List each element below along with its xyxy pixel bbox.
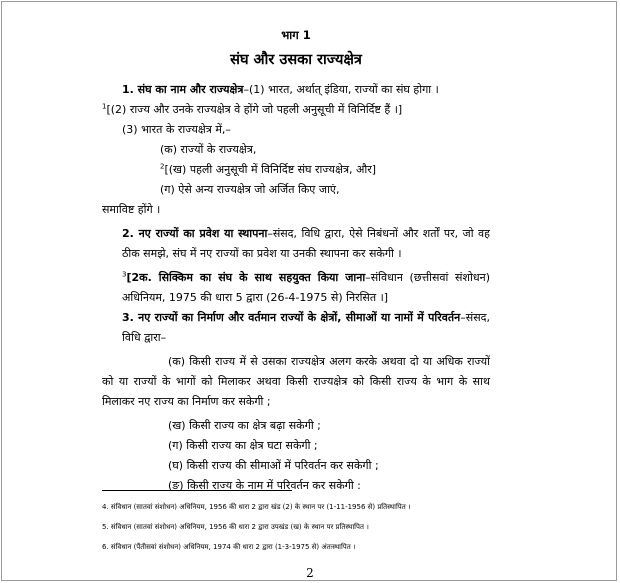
footnote-divider [102,490,292,491]
article-3-item-a: (क) किसी राज्य में से उसका राज्यक्षेत्र अलग करके अथवा दो या अधिक राज्यों को या राज्यों के भागों को मिलाकर अथवा किसी राज्यक्षेत्र को किसी राज्य के भाग के साथ मिलाकर नए राज्य का निर्माण कर सकेगी ; [102,355,490,408]
document-body [102,28,490,496]
article-3-heading: 3. नए राज्यों का निर्माण और वर्तमान राज्यों के क्षेत्रों, सीमाओं या नामों में परिवर्तन [122,311,461,324]
article-1-item-c: (ग) ऐसे अन्य राज्यक्षेत्र जो अर्जित किए जाएं, [160,183,340,196]
article-1-tail: समाविष्ट होंगे । [102,203,161,216]
footnote-marker: 1 [102,102,107,111]
article-3-item-b: (ख) किसी राज्य का क्षेत्र बढ़ा सकेगी ; [168,419,321,432]
article-1-clause-2-text: [(2) राज्य और उनके राज्यक्षेत्र वे होंगे जो पहली अनुसूची में विनिर्दिष्ट हैं ।] [106,103,403,116]
chapter-title: संघ और उसका राज्यक्षेत्र [230,52,362,68]
article-1-item-a: (क) राज्यों के राज्यक्षेत्र, [160,143,257,156]
footnote-marker: 3 [122,270,127,279]
footnote-item: 6. संविधान (पैंतीसवां संशोधन) अधिनियम, 1974 की धारा 2 द्वारा (1-3-1975 से) अंतःस्थापित । [102,543,356,551]
article-2a-paragraph [102,268,490,308]
article-1-item-b-text: [(ख) पहली अनुसूची में विनिर्दिष्ट संघ राज्यक्षेत्र, और] [164,163,377,176]
part-label: भाग 1 [281,28,311,42]
article-2-heading: 2. नए राज्यों का प्रवेश या स्थापना [122,227,268,240]
page-number: 2 [306,566,314,580]
footnote-item: 4. संविधान (सातवां संशोधन) अधिनियम, 1956 की धारा 2 द्वारा खंड (2) के स्थान पर (1-11-1956 से) प्रतिस्थापित । [102,503,411,511]
article-1-paragraph [102,80,490,100]
article-3-item-c: (ग) किसी राज्य का क्षेत्र घटा सकेगी ; [168,439,318,452]
article-3-item-e: (ङ) किसी राज्य के नाम में परिवर्तन कर सकेगी : [168,479,361,492]
article-2a-heading: [2क. सिक्किम का संघ के साथ सहयुक्त किया जाना [126,271,366,284]
article-1-text: –(1) भारत, अर्थात् इंडिया, राज्यों का संघ होगा । [243,83,439,96]
article-1-item-b [102,160,490,180]
footnote-marker: 2 [160,162,165,171]
article-2a-text: –संविधान (छत्तीसवां संशोधन) अधिनियम, 1975 की धारा 5 द्वारा (26-4-1975 से) निरसित ।] [122,271,490,304]
footnotes [102,497,490,557]
article-3-paragraph [102,308,490,348]
article-3-item-d: (घ) किसी राज्य की सीमाओं में परिवर्तन कर सकेगी ; [168,459,379,472]
article-1-heading: 1. संघ का नाम और राज्यक्षेत्र [122,83,244,96]
article-1-clause-3: (3) भारत के राज्यक्षेत्र में,– [122,123,231,136]
article-2-paragraph [102,224,490,264]
article-3-text: –संसद, विधि द्वारा– [122,311,490,344]
article-2-text: –संसद, विधि द्वारा, ऐसे निबंधनों और शर्तों पर, जो वह ठीक समझे, संघ में नए राज्यों का प्रवेश या उनकी स्थापना कर सकेगी । [122,227,491,260]
footnote-item: 5. संविधान (सातवां संशोधन) अधिनियम, 1956 की धारा 2 द्वारा उपखंड (ख) के स्थान पर प्रतिस्थापित । [102,523,369,531]
article-1-clause-2 [102,100,490,120]
